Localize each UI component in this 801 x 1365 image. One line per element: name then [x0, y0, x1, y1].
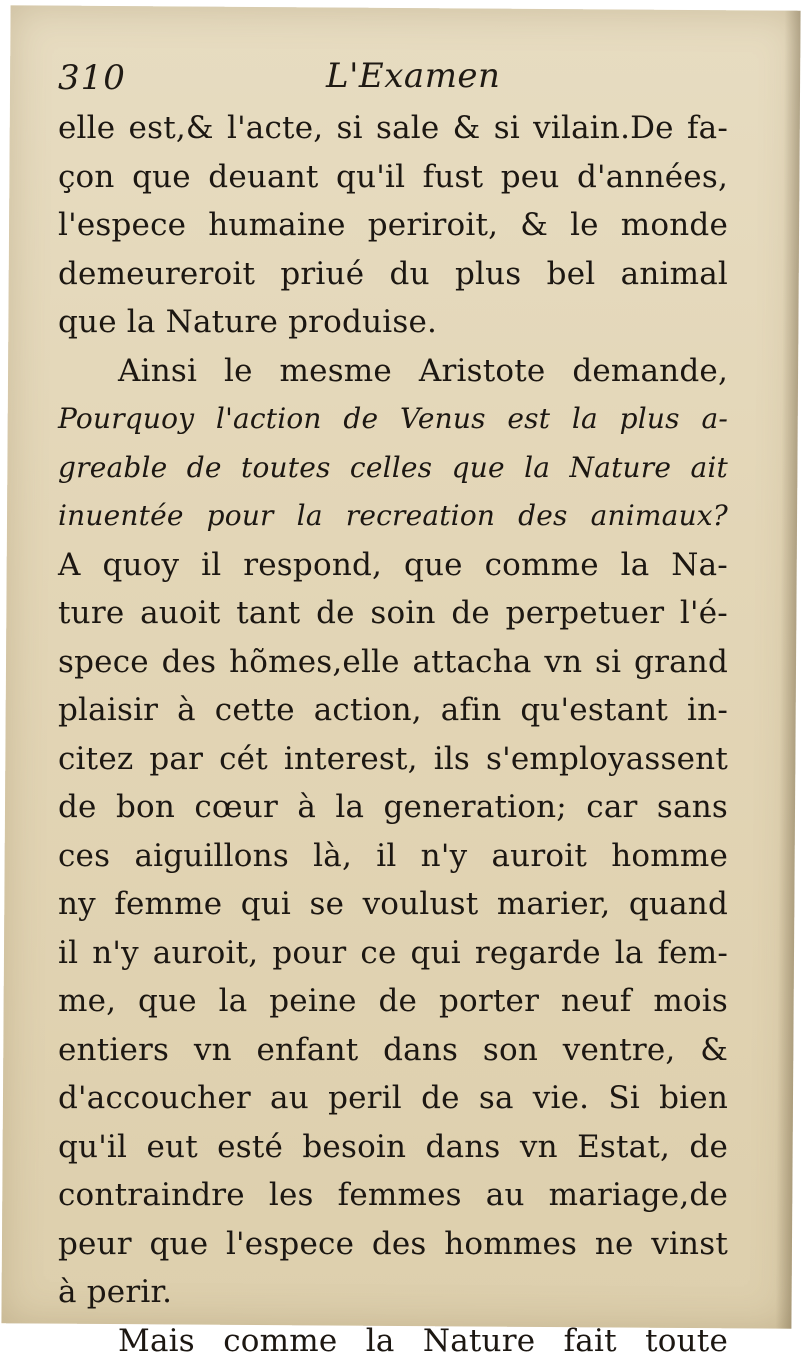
text-line: peur que l'espece des hommes ne vinst — [58, 1220, 728, 1269]
text-line: de bon cœur à la generation; car sans — [58, 783, 728, 832]
text-line-italic: Pourquoy l'action de Venus est la plus a- — [58, 395, 728, 444]
text-line: A quoy il respond, que comme la Na- — [58, 541, 728, 590]
page-header — [58, 52, 738, 102]
text-line: spece des hõmes,elle attacha vn si grand — [58, 638, 728, 687]
text-line-italic: inuentée pour la recreation des animaux? — [58, 492, 728, 541]
text-line-italic: greable de toutes celles que la Nature ait — [58, 444, 728, 493]
text-line: citez par cét interest, ils s'employassent — [58, 735, 728, 784]
text-line: Mais comme la Nature fait toute — [58, 1317, 728, 1365]
text-line: ces aiguillons là, il n'y auroit homme — [58, 832, 728, 881]
text-line: que la Nature produise. — [58, 298, 728, 347]
text-line: elle est,& l'acte, si sale & si vilain.De fa- — [58, 104, 728, 153]
running-head: L'Examen — [326, 56, 500, 96]
text-line: entiers vn enfant dans son ventre, & — [58, 1026, 728, 1075]
text-line: d'accoucher au peril de sa vie. Si bien — [58, 1074, 728, 1123]
text-line: il n'y auroit, pour ce qui regarde la fem- — [58, 929, 728, 978]
text-line: plaisir à cette action, afin qu'estant in- — [58, 686, 728, 735]
text-line: ny femme qui se voulust marier, quand — [58, 880, 728, 929]
page-gutter-shadow — [775, 11, 800, 1329]
text-line: ture auoit tant de soin de perpetuer l'é- — [58, 589, 728, 638]
text-line: çon que deuant qu'il fust peu d'années, — [58, 153, 728, 202]
body-text — [58, 104, 728, 1365]
text-line: à perir. — [58, 1268, 728, 1317]
text-line: demeureroit priué du plus bel animal — [58, 250, 728, 299]
page-number: 310 — [58, 58, 126, 98]
text-line: contraindre les femmes au mariage,de — [58, 1171, 728, 1220]
text-line: qu'il eut esté besoin dans vn Estat, de — [58, 1123, 728, 1172]
text-line: me, que la peine de porter neuf mois — [58, 977, 728, 1026]
text-line: Ainsi le mesme Aristote demande, — [58, 347, 728, 396]
text-line: l'espece humaine periroit, & le monde — [58, 201, 728, 250]
